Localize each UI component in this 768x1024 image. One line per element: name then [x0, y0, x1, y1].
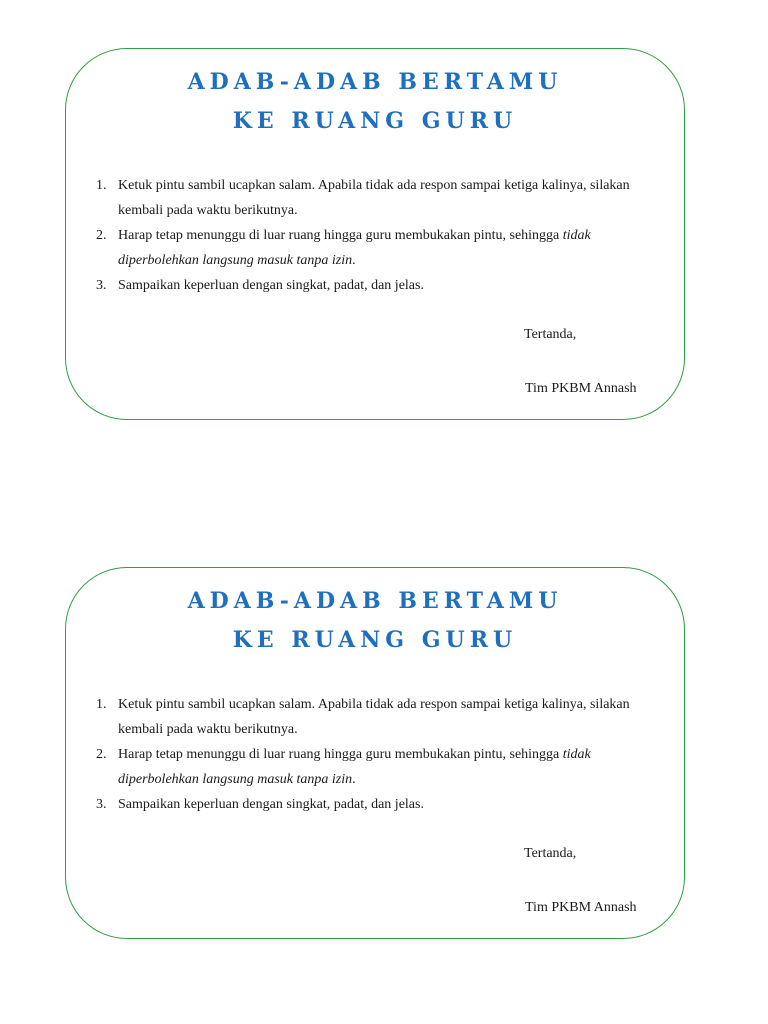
rule-number: 3.: [96, 797, 107, 812]
card-title-line-2: KE RUANG GURU: [232, 108, 518, 134]
rule-item-1: [96, 173, 656, 223]
rule-number: 2.: [96, 228, 107, 243]
rule-number: 3.: [96, 278, 107, 293]
rule-text: Sampaikan keperluan dengan singkat, padat, dan jelas.: [118, 278, 424, 293]
rule-number: 1.: [96, 697, 107, 712]
rule-text: Harap tetap menunggu di luar ruang hingga guru membukakan pintu, sehingga: [118, 747, 563, 762]
rule-item-3: [96, 273, 656, 298]
notice-card-1: [65, 48, 685, 420]
rules-list: [96, 173, 656, 298]
rule-number: 1.: [96, 178, 107, 193]
card-title-line-1: ADAB-ADAB BERTAMU: [187, 588, 563, 614]
signatory-name: Tim PKBM Annash: [525, 900, 637, 915]
rule-text: Ketuk pintu sambil ucapkan salam. Apabila tidak ada respon sampai ketiga kalinya, silakan kembali pada waktu berikutnya.: [118, 178, 630, 218]
rule-text-italic: tidak diperbolehkan langsung masuk tanpa izin: [118, 747, 591, 787]
rule-number: 2.: [96, 747, 107, 762]
rule-text-end: .: [352, 253, 356, 268]
rule-item-2: [96, 223, 656, 273]
closing-text: Tertanda,: [524, 846, 577, 861]
rule-item-1: [96, 692, 656, 742]
signatory-name: Tim PKBM Annash: [525, 381, 637, 396]
rule-text: Ketuk pintu sambil ucapkan salam. Apabila tidak ada respon sampai ketiga kalinya, silakan kembali pada waktu berikutnya.: [118, 697, 630, 737]
card-title-line-1: ADAB-ADAB BERTAMU: [187, 69, 563, 95]
rule-item-2: [96, 742, 656, 792]
rule-item-3: [96, 792, 656, 817]
rule-text-italic: tidak diperbolehkan langsung masuk tanpa izin: [118, 228, 591, 268]
rules-list: [96, 692, 656, 817]
rule-text-end: .: [352, 772, 356, 787]
card-title-line-2: KE RUANG GURU: [232, 627, 518, 653]
closing-text: Tertanda,: [524, 327, 577, 342]
rule-text: Harap tetap menunggu di luar ruang hingga guru membukakan pintu, sehingga: [118, 228, 563, 243]
notice-card-2: [65, 567, 685, 939]
rule-text: Sampaikan keperluan dengan singkat, padat, dan jelas.: [118, 797, 424, 812]
